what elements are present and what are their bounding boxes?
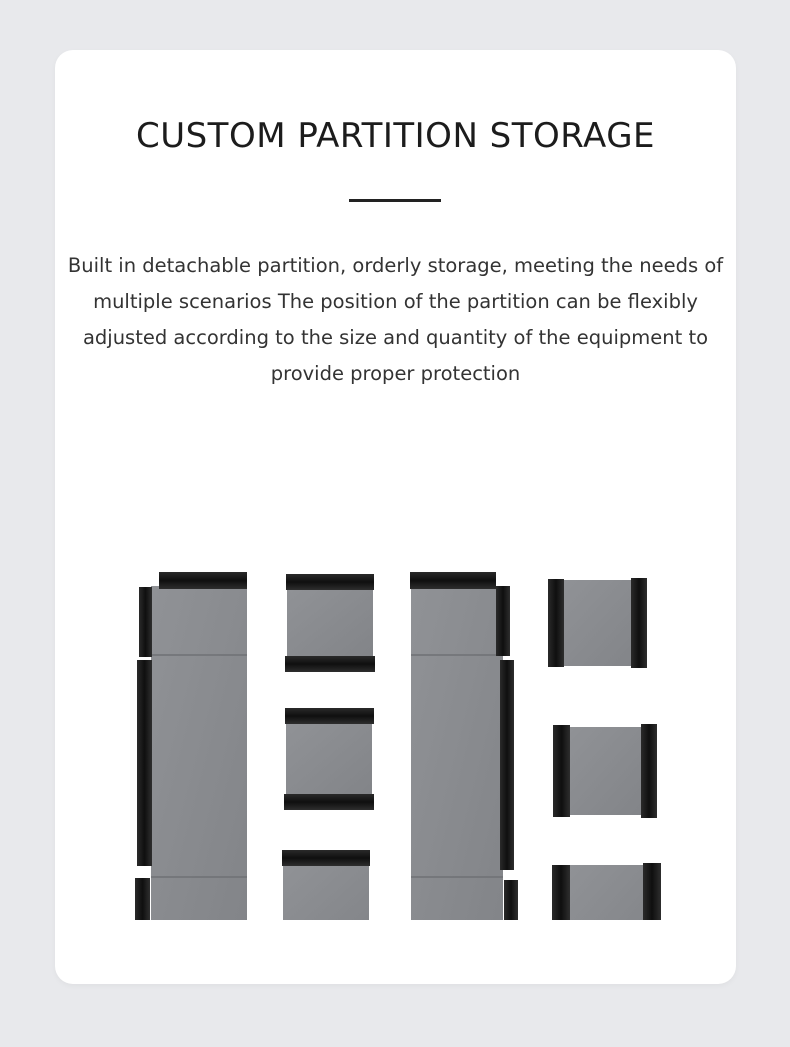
small-partition-2 [284,708,374,810]
small-partition-4 [548,578,647,668]
small-partition-3 [281,850,371,920]
section-description: Built in detachable partition, orderly storage, meeting the needs of multiple scenarios The position of the partition can be flexibly adjusted according to the size and quantity of the equipment to provide proper protection [67,254,724,385]
long-partition-right [410,572,518,920]
content-card [55,50,736,984]
small-partition-5 [553,724,657,818]
small-partition-6 [552,863,661,920]
section-title: CUSTOM PARTITION STORAGE [135,116,656,156]
title-divider [349,199,441,202]
small-partition-1 [285,574,375,672]
partition-panels-image [55,520,736,920]
long-partition-left [135,572,247,920]
